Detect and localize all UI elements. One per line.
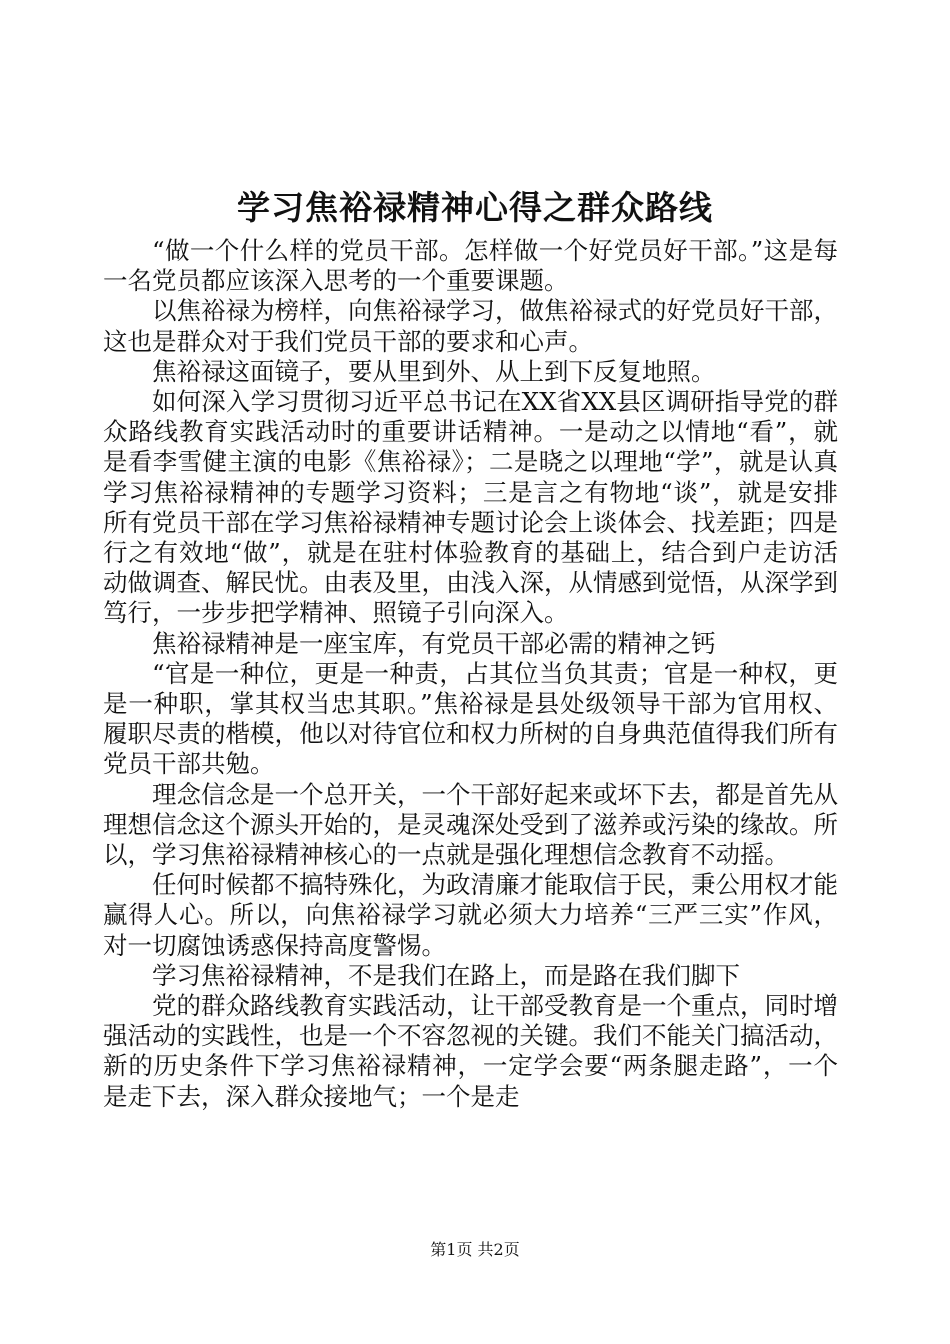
paragraph: “官是一种位，更是一种责，占其位当负其责；官是一种权，更是一种职，掌其权当忠其职。”焦裕禄是县处级领导干部为官用权、履职尽责的楷模，他以对待官位和权力所树的自身典范值得我们所有党员干部共勉。 [103,658,838,779]
document-title: 学习焦裕禄精神心得之群众路线 [237,188,713,227]
document-body [103,236,838,1112]
paragraph: 党的群众路线教育实践活动，让干部受教育是一个重点，同时增强活动的实践性，也是一个不容忽视的关键。我们不能关门搞活动，新的历史条件下学习焦裕禄精神，一定学会要“两条腿走路”，一个是走下去，深入群众接地气；一个是走 [103,991,838,1111]
paragraph: “做一个什么样的党员干部。怎样做一个好党员好干部。”这是每一名党员都应该深入思考的一个重要课题。 [103,236,838,296]
section-heading: 焦裕禄精神是一座宝库，有党员干部必需的精神之钙 [152,628,716,658]
page-footer: 第1页 共2页 [430,1240,520,1259]
paragraph: 焦裕禄这面镜子，要从里到外、从上到下反复地照。 [152,356,716,386]
paragraph: 任何时候都不搞特殊化，为政清廉才能取信于民，秉公用权才能赢得人心。所以，向焦裕禄学习就必须大力培养“三严三实”作风，对一切腐蚀诱惑保持高度警惕。 [103,870,838,960]
paragraph: 如何深入学习贯彻习近平总书记在XX省XX县区调研指导党的群众路线教育实践活动时的重要讲话精神。一是动之以情地“看”，就是看李雪健主演的电影《焦裕禄》；二是晓之以理地“学”，就是认真学习焦裕禄精神的专题学习资料；三是言之有物地“谈”，就是安排所有党员干部在学习焦裕禄精神专题讨论会上谈体会、找差距；四是行之有效地“做”，就是在驻村体验教育的基础上，结合到户走访活动做调查、解民忧。由表及里，由浅入深，从情感到觉悟，从深学到笃行，一步步把学精神、照镜子引向深入。 [103,387,838,628]
paragraph: 理念信念是一个总开关，一个干部好起来或坏下去，都是首先从理想信念这个源头开始的，是灵魂深处受到了滋养或污染的缘故。所以，学习焦裕禄精神核心的一点就是强化理想信念教育不动摇。 [103,779,838,870]
paragraph: 以焦裕禄为榜样，向焦裕禄学习，做焦裕禄式的好党员好干部，这也是群众对于我们党员干部的要求和心声。 [103,296,838,356]
section-heading: 学习焦裕禄精神，不是我们在路上，而是路在我们脚下 [152,960,740,990]
